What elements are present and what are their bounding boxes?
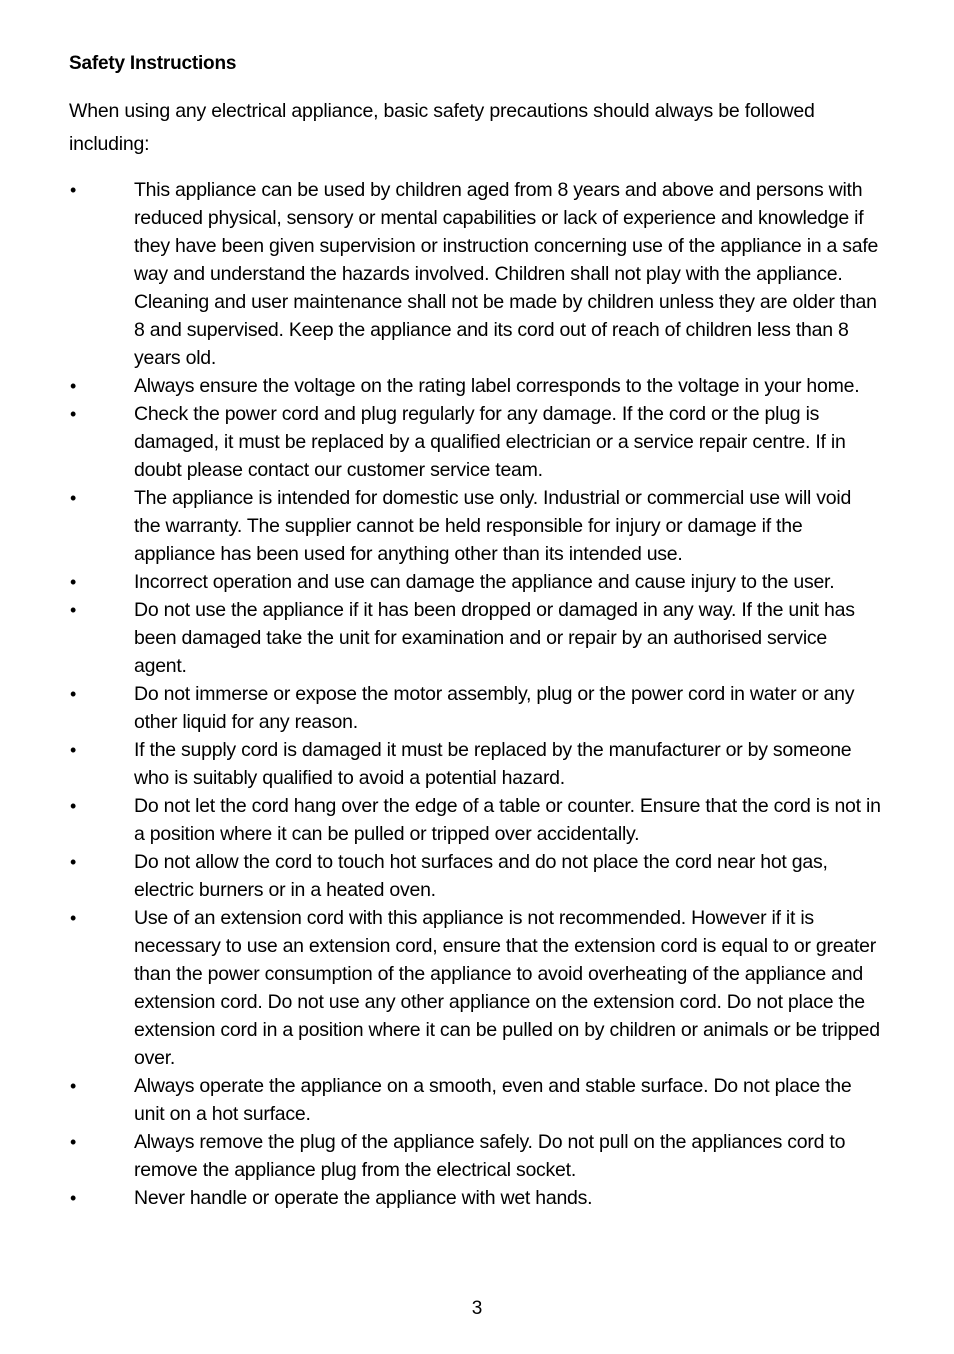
list-item-text: Use of an extension cord with this appliance is not recommended. However if it is necessary to use an extension cord, ensure that the extension cord is equal to or greater than the power consumption of the appliance to avoid overheating of the appliance and extension cord. Do not use any other appliance on the extension cord. Do not place the extension cord in a position where it can be pulled on by children or animals or be tripped over. [134,907,880,1069]
list-item [0,596,882,680]
list-item-text: Do not use the appliance if it has been dropped or damaged in any way. If the unit has been damaged take the unit for examination and or repair by an authorised service agent. [134,599,855,677]
section-title: Safety Instructions [69,53,237,74]
list-item-text: Do not allow the cord to touch hot surfaces and do not place the cord near hot gas, electric burners or in a heated oven. [134,851,828,901]
bullet-icon: • [70,572,77,592]
safety-instructions-list [0,176,954,1212]
intro-paragraph: When using any electrical appliance, basic safety precautions should always be followed including: [69,100,815,155]
bullet-icon: • [70,1076,77,1096]
bullet-icon: • [70,1132,77,1152]
list-item-text: Always ensure the voltage on the rating label corresponds to the voltage in your home. [134,375,860,397]
bullet-icon: • [70,180,77,200]
bullet-icon: • [70,404,77,424]
list-item [0,400,882,484]
bullet-icon: • [70,796,77,816]
list-item-text: Incorrect operation and use can damage the appliance and cause injury to the user. [134,571,835,593]
list-item [0,736,882,792]
list-item-text: Check the power cord and plug regularly for any damage. If the cord or the plug is damaged, it must be replaced by a qualified electrician or a service repair centre. If in doubt please contact our customer service team. [134,403,846,481]
bullet-icon: • [70,852,77,872]
list-item-text: Never handle or operate the appliance with wet hands. [134,1187,593,1209]
bullet-icon: • [70,684,77,704]
list-item [0,568,882,596]
list-item-text: If the supply cord is damaged it must be replaced by the manufacturer or by someone who is suitably qualified to avoid a potential hazard. [134,739,852,789]
list-item [0,792,882,848]
bullet-icon: • [70,740,77,760]
list-item [0,484,882,568]
list-item [0,1072,882,1128]
list-item [0,1128,882,1184]
bullet-icon: • [70,908,77,928]
list-item-text: The appliance is intended for domestic use only. Industrial or commercial use will void the warranty. The supplier cannot be held responsible for injury or damage if the appliance has been used for anything other than its intended use. [134,487,852,565]
list-item [0,680,882,736]
list-item-text: Do not immerse or expose the motor assembly, plug or the power cord in water or any other liquid for any reason. [134,683,855,733]
list-item-text: Do not let the cord hang over the edge of a table or counter. Ensure that the cord is not in a position where it can be pulled or tripped over accidentally. [134,795,881,845]
page-number: 3 [471,1298,483,1319]
list-item [0,372,882,400]
list-item-text: Always remove the plug of the appliance safely. Do not pull on the appliances cord to remove the appliance plug from the electrical socket. [134,1131,846,1181]
bullet-icon: • [70,1188,77,1208]
bullet-icon: • [70,376,77,396]
list-item [0,176,882,372]
list-item-text: This appliance can be used by children aged from 8 years and above and persons with reduced physical, sensory or mental capabilities or lack of experience and knowledge if they have been given supervision or instruction concerning use of the appliance in a safe way and understand the hazards involved. Children shall not play with the appliance. Cleaning and user maintenance shall not be made by children unless they are older than 8 and supervised. Keep the appliance and its cord out of reach of children less than 8 years old. [134,179,879,369]
list-item [0,848,882,904]
list-item [0,904,882,1072]
list-item-text: Always operate the appliance on a smooth, even and stable surface. Do not place the unit on a hot surface. [134,1075,852,1125]
list-item [0,1184,882,1212]
bullet-icon: • [70,600,77,620]
bullet-icon: • [70,488,77,508]
